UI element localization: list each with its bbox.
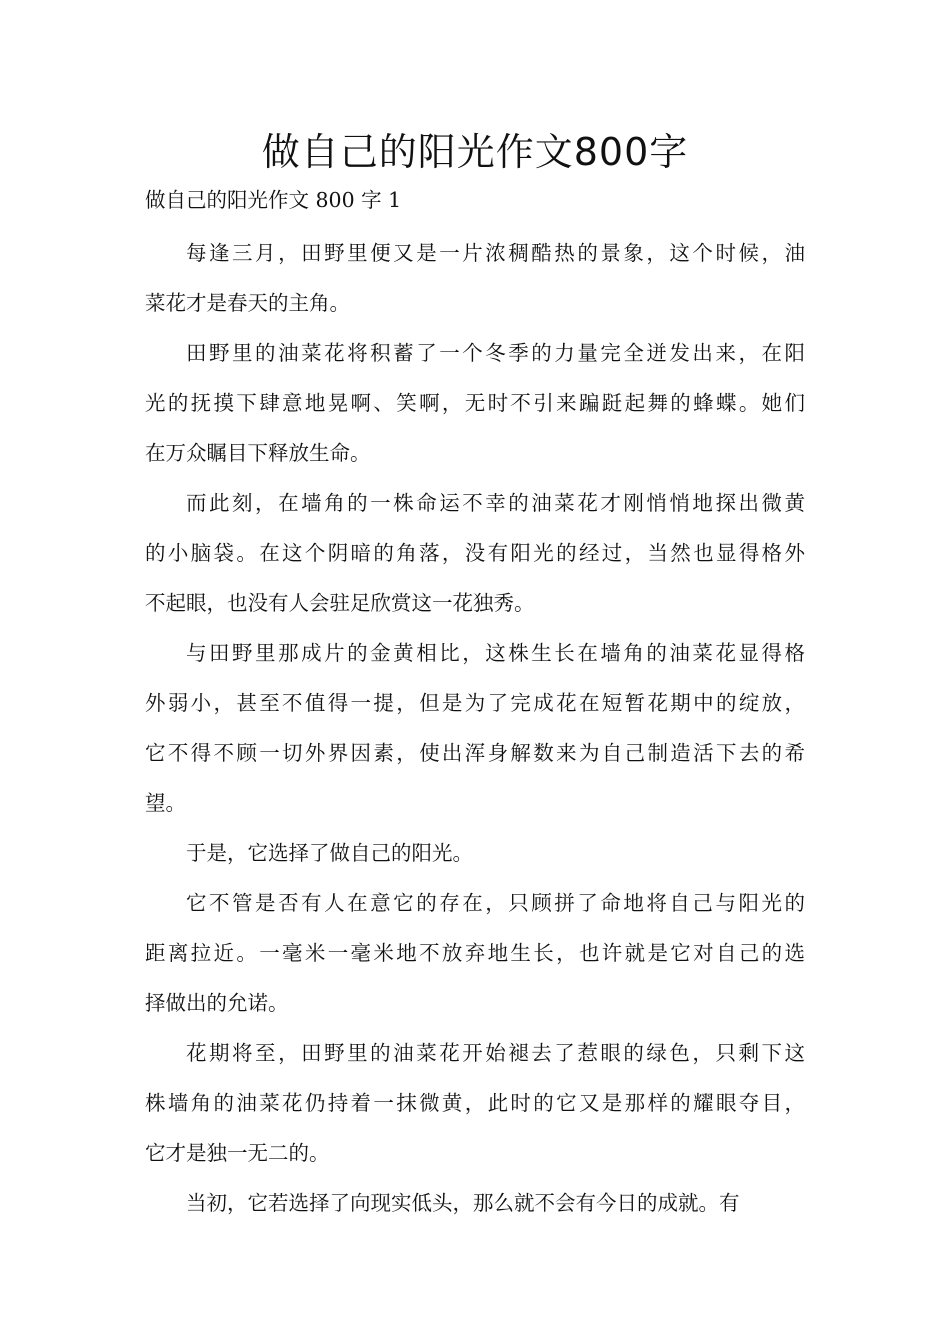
paragraph-line: 它才是独一无二的。 xyxy=(145,1141,330,1165)
paragraph-line: 每逢三月，田野里便又是一片浓稠酷热的景象，这个时候，油 xyxy=(186,241,805,265)
paragraph xyxy=(145,328,805,478)
paragraph-line: 望。 xyxy=(145,791,186,815)
document-title: 做自己的阳光作文800字 xyxy=(261,130,689,174)
paragraph xyxy=(145,1028,805,1178)
paragraph-line: 外弱小，甚至不值得一提，但是为了完成花在短暂花期中的绽放， xyxy=(145,691,805,715)
paragraph-line: 它不管是否有人在意它的存在，只顾拼了命地将自己与阳光的 xyxy=(186,891,805,915)
paragraph-line: 在万众瞩目下释放生命。 xyxy=(145,441,371,465)
paragraph-line: 当初，它若选择了向现实低头，那么就不会有今日的成就。有 xyxy=(186,1191,740,1215)
paragraph-line: 光的抚摸下肆意地晃啊、笑啊，无时不引来蹁跹起舞的蜂蝶。她们 xyxy=(145,391,805,415)
paragraph xyxy=(145,228,805,328)
paragraph-line: 于是，它选择了做自己的阳光。 xyxy=(186,841,473,865)
paragraph-line: 距离拉近。一毫米一毫米地不放弃地生长，也许就是它对自己的选 xyxy=(145,941,805,965)
paragraph-line: 株墙角的油菜花仍持着一抹微黄，此时的它又是那样的耀眼夺目， xyxy=(145,1091,805,1115)
paragraph-line: 而此刻，在墙角的一株命运不幸的油菜花才刚悄悄地探出微黄 xyxy=(186,491,805,515)
paragraph xyxy=(145,828,805,878)
paragraph-line: 的小脑袋。在这个阴暗的角落，没有阳光的经过，当然也显得格外 xyxy=(145,541,805,565)
paragraph xyxy=(145,1178,805,1228)
paragraph-line: 它不得不顾一切外界因素，使出浑身解数来为自己制造活下去的希 xyxy=(145,741,805,765)
paragraph xyxy=(145,478,805,628)
paragraph-line: 与田野里那成片的金黄相比，这株生长在墙角的油菜花显得格 xyxy=(186,641,805,665)
paragraph-line: 择做出的允诺。 xyxy=(145,991,289,1015)
paragraph-line: 菜花才是春天的主角。 xyxy=(145,291,350,315)
document-body xyxy=(145,228,805,1228)
document-subtitle: 做自己的阳光作文 800 字 1 xyxy=(145,188,402,212)
paragraph-line: 田野里的油菜花将积蓄了一个冬季的力量完全迸发出来，在阳 xyxy=(186,341,805,365)
paragraph xyxy=(145,878,805,1028)
paragraph-line: 花期将至，田野里的油菜花开始褪去了惹眼的绿色，只剩下这 xyxy=(186,1041,805,1065)
paragraph xyxy=(145,628,805,828)
paragraph-line: 不起眼，也没有人会驻足欣赏这一花独秀。 xyxy=(145,591,535,615)
